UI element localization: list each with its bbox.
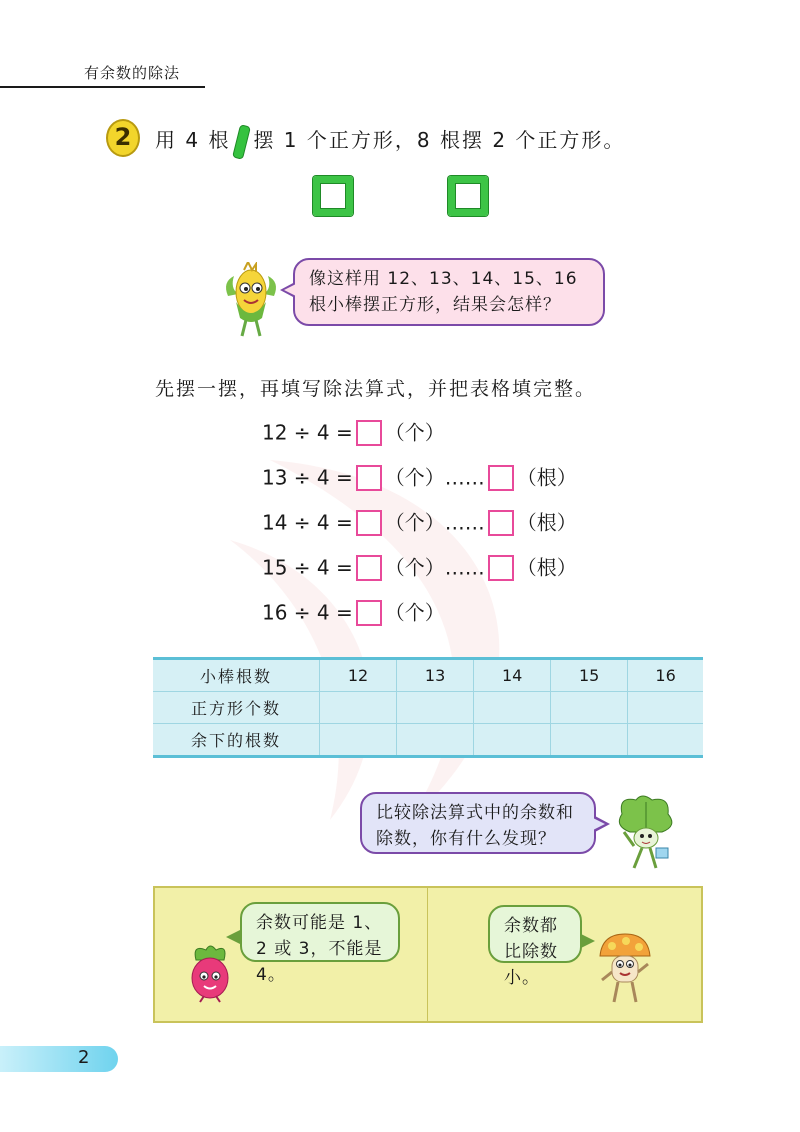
table-cell-sticks: 16	[628, 659, 703, 692]
table-cell-squares-empty[interactable]	[320, 692, 397, 724]
equation-expression: 16 ÷ 4 =	[262, 600, 353, 625]
table-cell-remaining-empty[interactable]	[628, 724, 703, 757]
stick-square-one	[313, 176, 353, 216]
remainder-smaller-tail	[581, 934, 595, 948]
problem-text-before: 用 4 根	[155, 128, 231, 152]
table-row-sticks	[153, 659, 703, 692]
stick-square-two	[448, 176, 488, 216]
table-cell-remaining-empty[interactable]	[320, 724, 397, 757]
corn-character-icon	[222, 262, 280, 340]
remainder-options-tail	[226, 930, 240, 944]
page-number: 2	[78, 1047, 90, 1068]
quotient-unit: （个）	[384, 465, 445, 490]
equation-row-14	[262, 506, 577, 536]
remainder-dots: ……	[444, 510, 485, 535]
table-cell-sticks: 14	[474, 659, 551, 692]
quotient-unit: （个）	[384, 600, 445, 625]
table-cell-squares-empty[interactable]	[628, 692, 703, 724]
table-cell-remaining-empty[interactable]	[474, 724, 551, 757]
equation-expression: 14 ÷ 4 =	[262, 510, 353, 535]
stick-icon	[233, 124, 252, 160]
corn-bubble-tail-fill	[284, 284, 296, 296]
remainder-answer-box[interactable]	[488, 555, 514, 581]
compare-speech-bubble: 比较除法算式中的余数和除数，你有什么发现？	[360, 792, 596, 854]
table-cell-sticks: 13	[397, 659, 474, 692]
table-row-squares	[153, 692, 703, 724]
quotient-unit: （个）	[384, 420, 445, 445]
equation-row-16	[262, 596, 445, 626]
row-header-squares: 正方形个数	[153, 692, 320, 724]
equation-row-12	[262, 416, 445, 446]
remainder-options-bubble: 余数可能是 1、2 或 3，不能是 4。	[240, 902, 400, 962]
problem-text-after: 摆 1 个正方形，8 根摆 2 个正方形。	[253, 128, 626, 152]
header-rule	[0, 86, 205, 88]
table-cell-squares-empty[interactable]	[397, 692, 474, 724]
equation-expression: 15 ÷ 4 =	[262, 555, 353, 580]
problem-number-badge: 2	[106, 119, 140, 157]
quotient-unit: （个）	[384, 510, 445, 535]
quotient-answer-box[interactable]	[356, 420, 382, 446]
panel-divider	[427, 888, 428, 1021]
quotient-unit: （个）	[384, 555, 445, 580]
problem-statement	[155, 124, 625, 159]
results-table	[153, 657, 703, 758]
remainder-answer-box[interactable]	[488, 465, 514, 491]
equation-row-13	[262, 461, 577, 491]
remainder-dots: ……	[444, 465, 485, 490]
quotient-answer-box[interactable]	[356, 465, 382, 491]
equation-row-15	[262, 551, 577, 581]
row-header-remaining: 余下的根数	[153, 724, 320, 757]
cabbage-character-icon	[612, 792, 680, 874]
remainder-smaller-bubble: 余数都比除数小。	[488, 905, 582, 963]
remainder-dots: ……	[444, 555, 485, 580]
page-number-tab	[0, 1046, 118, 1072]
remainder-unit: （根）	[516, 465, 577, 490]
remainder-unit: （根）	[516, 555, 577, 580]
quotient-answer-box[interactable]	[356, 555, 382, 581]
radish-character-icon	[182, 944, 238, 1004]
table-cell-remaining-empty[interactable]	[397, 724, 474, 757]
row-header-sticks: 小棒根数	[153, 659, 320, 692]
table-cell-remaining-empty[interactable]	[551, 724, 628, 757]
remainder-unit: （根）	[516, 510, 577, 535]
quotient-answer-box[interactable]	[356, 510, 382, 536]
compare-bubble-tail-fill	[593, 818, 605, 830]
table-cell-squares-empty[interactable]	[474, 692, 551, 724]
mushroom-character-icon	[596, 930, 654, 1006]
quotient-answer-box[interactable]	[356, 600, 382, 626]
table-cell-squares-empty[interactable]	[551, 692, 628, 724]
table-cell-sticks: 15	[551, 659, 628, 692]
corn-speech-bubble: 像这样用 12、13、14、15、16 根小棒摆正方形，结果会怎样？	[293, 258, 605, 326]
instruction-text: 先摆一摆，再填写除法算式，并把表格填完整。	[155, 378, 597, 400]
table-cell-sticks: 12	[320, 659, 397, 692]
equation-expression: 12 ÷ 4 =	[262, 420, 353, 445]
equation-expression: 13 ÷ 4 =	[262, 465, 353, 490]
remainder-answer-box[interactable]	[488, 510, 514, 536]
header-title: 有余数的除法	[84, 64, 181, 82]
table-row-remaining	[153, 724, 703, 757]
